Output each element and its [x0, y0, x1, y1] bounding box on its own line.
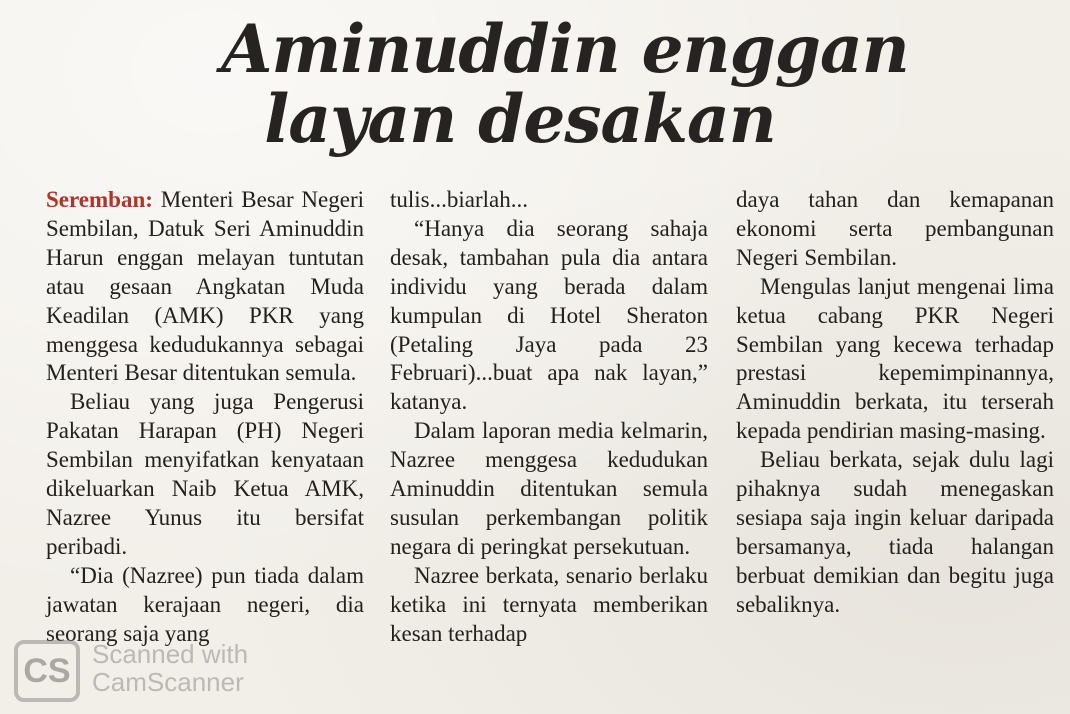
- watermark-line-2: CamScanner: [92, 667, 244, 697]
- article-paragraph: Beliau yang juga Pengerusi Pakatan Harapan (PH) Negeri Sembilan menyifatkan kenyataan dikeluarkan Naib Ketua AMK, Nazree Yunus itu bersifat peribadi.: [46, 389, 364, 559]
- watermark-line-1: Scanned with: [92, 639, 249, 669]
- article-paragraph: “Dia (Nazree) pun tiada dalam jawatan kerajaan negeri, dia seorang saja yang: [46, 562, 364, 646]
- article-paragraph: Mengulas lanjut mengenai lima ketua cabang PKR Negeri Sembilan yang kecewa terhadap prestasi kepemimpinannya, Aminuddin berkata, itu terserah kepada pendirian masing-masing.: [736, 273, 1054, 444]
- article-paragraph: [46, 186, 364, 388]
- camscanner-watermark: [92, 640, 248, 696]
- article-column-2: [390, 186, 708, 649]
- article-paragraph: “Hanya dia seorang sahaja desak, tambahan pula dia antara individu yang berada dalam kumpulan di Hotel Sheraton (Petaling Jaya pada 23 Februari)...buat apa nak layan,” katanya.: [390, 215, 708, 415]
- article-paragraph: Nazree berkata, senario berlaku ketika ini ternyata memberikan kesan terhadap: [390, 562, 708, 646]
- headline: [0, 10, 1070, 158]
- headline-line-1: Aminuddin enggan: [221, 10, 909, 88]
- article-paragraph: Beliau berkata, sejak dulu lagi pihaknya sudah menegaskan sesiapa saja ingin keluar daripada bersamanya, tiada halangan berbuat demikian dan begitu juga sebaliknya.: [736, 447, 1054, 617]
- camscanner-logo-icon: CS: [14, 640, 80, 702]
- headline-line-2: layan desakan: [264, 80, 776, 158]
- article-paragraph: Dalam laporan media kelmarin, Nazree menggesa kedudukan Aminuddin ditentukan semula susulan perkembangan politik negara di peringkat persekutuan.: [390, 418, 708, 559]
- article-paragraph: daya tahan dan kemapanan ekonomi serta pembangunan Negeri Sembilan.: [736, 187, 1054, 270]
- article-column-1: [46, 186, 364, 649]
- article-paragraph: tulis...biarlah...: [390, 187, 528, 212]
- dateline: Seremban:: [46, 187, 153, 212]
- article-column-3: [736, 186, 1054, 620]
- paragraph-text: Menteri Besar Negeri Sembilan, Datuk Seri Aminuddin Harun enggan melayan tuntutan atau gesaan Angkatan Muda Keadilan (AMK) PKR yang menggesa kedudukannya sebagai Menteri Besar ditentukan semula.: [46, 187, 364, 386]
